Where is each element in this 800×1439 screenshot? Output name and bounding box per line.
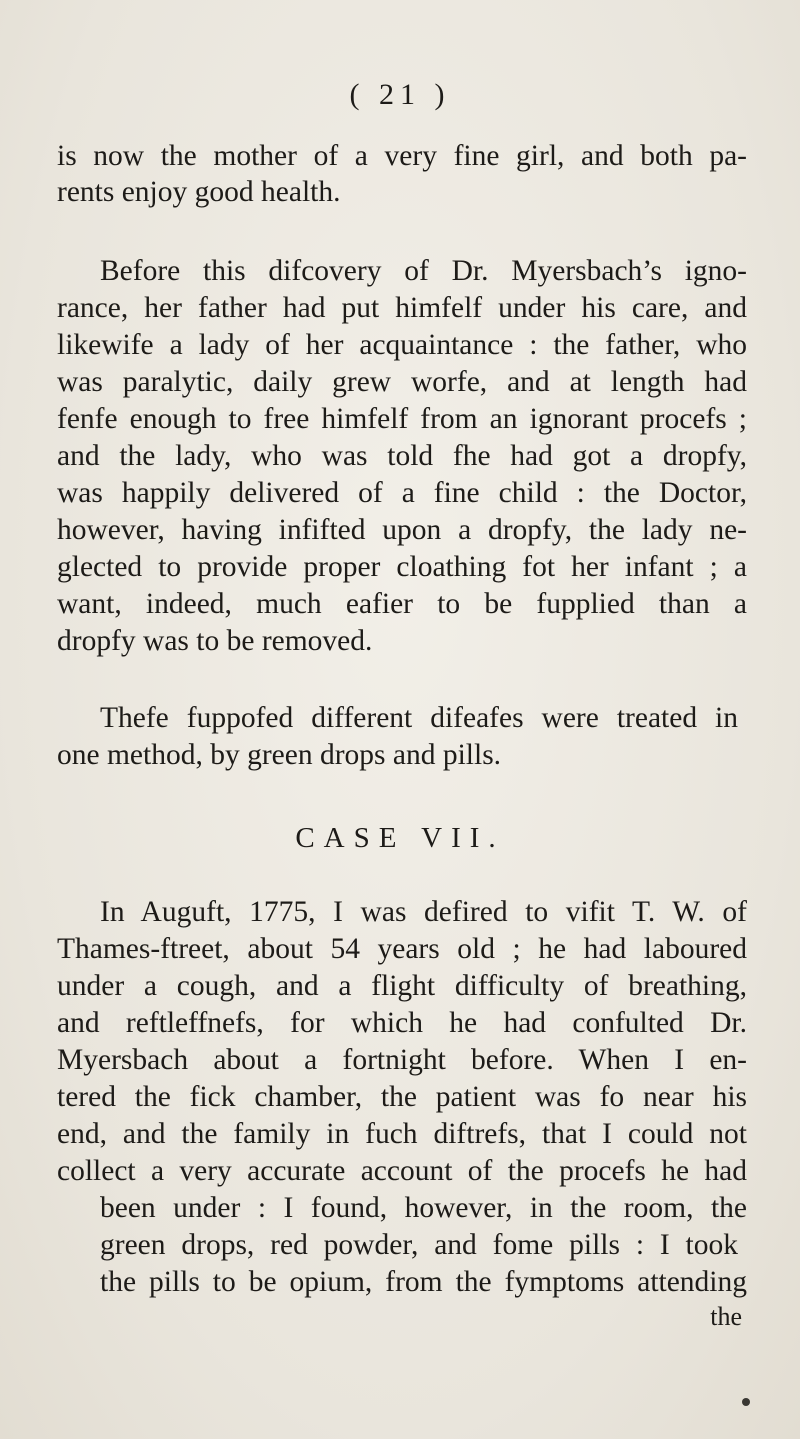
text-line: was paralytic, daily grew worfe, and at length had (57, 366, 747, 398)
text-line: the pills to be opium, from the fymptoms attending (100, 1266, 747, 1298)
text-line: end, and the family in fuch diftrefs, that I could not (57, 1118, 747, 1150)
text-line: and the lady, who was told fhe had got a dropfy, (57, 440, 747, 472)
text-line: collect a very accurate account of the procefs he had (57, 1155, 747, 1187)
text-line: Myersbach about a fortnight before. When I en- (57, 1044, 747, 1076)
text-line: likewife a lady of her acquaintance : the father, who (57, 329, 747, 361)
text-line: been under : I found, however, in the room, the (100, 1192, 747, 1224)
text-line: one method, by green drops and pills. (57, 739, 502, 771)
text-line: glected to provide proper cloathing fot her infant ; a (57, 551, 747, 583)
text-line: and reftleffnefs, for which he had confulted Dr. (57, 1007, 747, 1039)
text-line: Thefe fuppofed different difeafes were treated in (100, 702, 738, 734)
ink-speck (742, 1398, 750, 1406)
text-line: tered the fick chamber, the patient was fo near his (57, 1081, 747, 1113)
text-line: however, having infifted upon a dropfy, the lady ne- (57, 514, 747, 546)
text-line: Before this difcovery of Dr. Myersbach’s igno- (100, 255, 747, 287)
text-line: dropfy was to be removed. (57, 625, 373, 657)
text-line: under a cough, and a flight difficulty of breathing, (57, 970, 747, 1002)
text-line: was happily delivered of a fine child : the Doctor, (57, 477, 747, 509)
text-line: green drops, red powder, and fome pills : I took (100, 1229, 738, 1261)
text-line: is now the mother of a very fine girl, and both pa- (57, 140, 747, 172)
case-heading: CASE VII. (295, 822, 505, 854)
text-line: In Auguft, 1775, I was defired to vifit T. W. of (100, 896, 747, 928)
text-line: fenfe enough to free himfelf from an ignorant procefs ; (57, 403, 747, 435)
page-number: ( 21 ) (349, 78, 451, 111)
text-line: want, indeed, much eafier to be fupplied than a (57, 588, 747, 620)
text-line: rance, her father had put himfelf under his care, and (57, 292, 747, 324)
text-line: Thames-ftreet, about 54 years old ; he had laboured (57, 933, 747, 965)
text-line: rents enjoy good health. (57, 176, 341, 208)
catchword: the (710, 1302, 742, 1331)
